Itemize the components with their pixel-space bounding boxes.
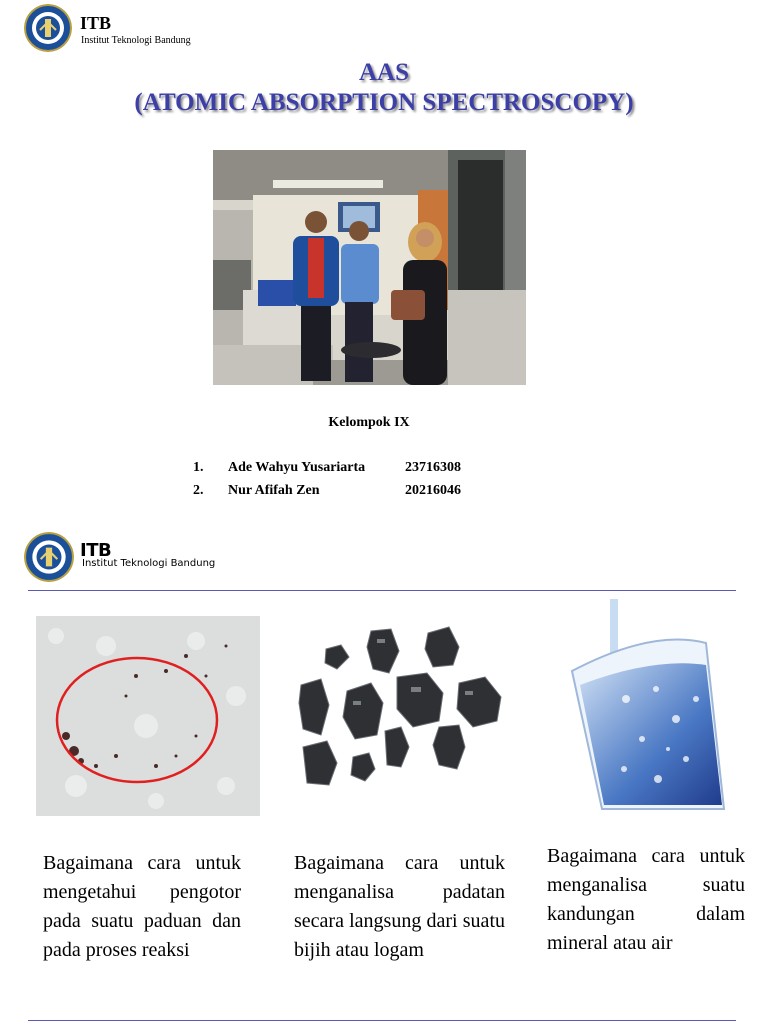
itb-seal-icon — [24, 532, 74, 582]
member-name: Nur Afifah Zen — [228, 483, 320, 498]
member-number: 1. — [193, 460, 204, 475]
member-number: 2. — [193, 483, 204, 498]
question-3: Bagaimana cara untuk menganalisa suatu kandungan dalam mineral atau air — [547, 845, 745, 954]
itb-institution: Institut Teknologi Bandung — [81, 35, 191, 46]
list-item — [193, 460, 493, 482]
lab-group-photo — [213, 150, 526, 385]
group-label: Kelompok IX — [328, 415, 410, 430]
itb-institution: Institut Teknologi Bandung — [82, 558, 216, 569]
itb-seal-icon — [24, 4, 72, 52]
divider-top — [28, 590, 736, 591]
itb-header-top — [24, 4, 224, 54]
page-title — [0, 58, 768, 118]
itb-name: ITB — [80, 13, 112, 33]
itb-name: ITB — [80, 540, 112, 561]
divider-bottom — [28, 1020, 736, 1021]
title-line-2: (ATOMIC ABSORPTION SPECTROSCOPY) — [134, 89, 634, 116]
member-id: 20216046 — [405, 483, 461, 498]
glass-of-water-image — [566, 599, 738, 813]
list-item — [193, 483, 493, 505]
member-name: Ade Wahyu Yusariarta — [228, 460, 366, 475]
member-list — [193, 460, 493, 510]
ore-rocks-image — [293, 617, 507, 791]
member-id: 23716308 — [405, 460, 461, 475]
title-line-1: AAS — [358, 59, 409, 86]
question-1: Bagaimana cara untuk mengetahui pengotor pada suatu paduan dan pada proses reaksi — [43, 852, 241, 961]
itb-header-second — [24, 532, 244, 584]
question-2: Bagaimana cara untuk menganalisa padatan secara langsung dari suatu bijih atau logam — [294, 852, 505, 961]
impurity-sample-image — [36, 616, 260, 816]
